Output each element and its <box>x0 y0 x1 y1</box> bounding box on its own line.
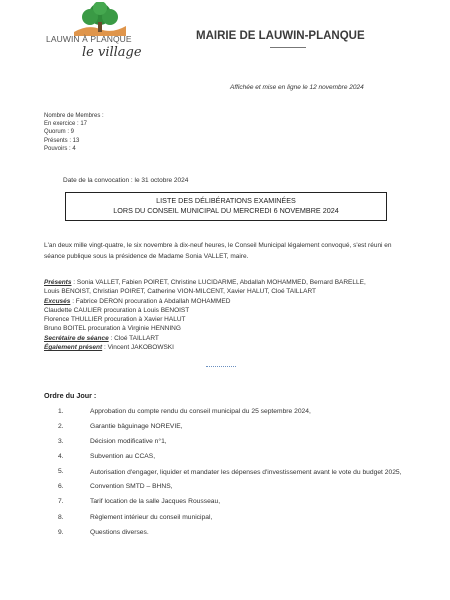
village-logo <box>44 2 154 72</box>
stats-line: Nombre de Membres : <box>44 113 104 119</box>
agenda-number: 8. <box>58 513 64 521</box>
excuses-line <box>44 297 408 306</box>
stats-line: En exercice : 17 <box>44 121 88 128</box>
agenda-text: Règlement intérieur du conseil municipal, <box>90 513 213 521</box>
agenda-item <box>58 467 406 479</box>
agenda-number: 2. <box>58 423 64 431</box>
agenda-item <box>58 497 406 506</box>
agenda-item <box>58 482 406 491</box>
agenda-item <box>58 513 406 522</box>
agenda-list <box>58 407 406 543</box>
agenda-number: 1. <box>58 408 64 415</box>
agenda-text: Tarif location de la salle Jacques Rousseau, <box>90 498 221 506</box>
separator <box>206 366 236 367</box>
agenda-text: Questions diverses. <box>90 528 149 536</box>
agenda-text: Décision modificative n°1, <box>90 438 167 446</box>
title-box-line: LORS DU CONSEIL MUNICIPAL DU MERCREDI 6 NOVEMBRE 2024 <box>113 206 339 215</box>
excuses-names: : Fabrice DERON procuration à Abdallah MOHAMMED <box>70 297 231 305</box>
tree-icon <box>70 2 130 38</box>
excuse-item: Claudette CAULIER procuration à Louis BENOIST <box>44 306 190 314</box>
agenda-item <box>58 437 406 446</box>
presents-label: Présents <box>44 279 72 286</box>
logo-slogan: le village <box>82 45 142 60</box>
secretaire-value: : Cloé TAILLART <box>108 334 159 342</box>
agenda-item <box>58 422 406 431</box>
agenda-text: Convention SMTD – BHNS, <box>90 483 173 491</box>
agenda-item <box>58 528 406 537</box>
presents-line-2: Louis BENOIST, Christian POIRET, Catherine VION-MILCENT, Xavier HALUT, Cloé TAILLART <box>44 288 317 296</box>
agenda-text: Subvention au CCAS, <box>90 453 156 461</box>
agenda-number: 9. <box>58 528 64 536</box>
secretaire-label: Secrétaire de séance <box>44 334 109 342</box>
stats-line: Quorum : 9 <box>44 129 75 136</box>
agenda-number: 3. <box>58 438 64 446</box>
egalement-line <box>44 343 408 352</box>
convocation-date: Date de la convocation : le 31 octobre 2024 <box>63 177 189 184</box>
title-box-line: LISTE DES DÉLIBÉRATIONS EXAMINÉES <box>156 196 296 205</box>
publication-notice: Affichée et mise en ligne le 12 novembre 2024 <box>230 84 364 91</box>
deliberations-title-box <box>65 192 387 221</box>
members-stats <box>44 112 104 153</box>
title-underline <box>270 47 306 48</box>
presents-line <box>44 278 408 287</box>
egalement-label: Également présent <box>44 344 103 352</box>
agenda-number: 4. <box>58 453 64 461</box>
egalement-value: : Vincent JAKOBOWSKI <box>102 344 174 352</box>
stats-line: Présents : 13 <box>44 137 80 144</box>
agenda-title: Ordre du Jour : <box>44 391 97 400</box>
agenda-item <box>58 407 406 416</box>
excuse-item: Bruno BOITEL procuration à Virginie HENNING <box>44 325 181 333</box>
agenda-number: 5. <box>58 468 64 476</box>
excuses-label: Excusés <box>44 297 71 305</box>
excuse-item: Florence THULLIER procuration à Xavier HALUT <box>44 316 186 324</box>
agenda-text: Approbation du compte rendu du conseil municipal du 25 septembre 2024, <box>90 408 311 415</box>
agenda-item <box>58 452 406 461</box>
presents-names: : Sonia VALLET, Fabien POIRET, Christine LUCIDARME, Abdallah MOHAMMED, Bernard BARELLE, <box>71 279 366 286</box>
intro-paragraph: L'an deux mille vingt-quatre, le six novembre à dix-neuf heures, le Conseil Municipal légalement convoqué, s'est réuni en séance publique sous la présidence de Madame Sonia VALLET, maire. <box>44 242 392 260</box>
agenda-text: Autorisation d'engager, liquider et mandater les dépenses d'investissement avant le vote du budget 2025, <box>90 469 402 477</box>
agenda-number: 6. <box>58 483 64 491</box>
page-title: MAIRIE DE LAUWIN-PLANQUE <box>196 30 365 42</box>
stats-line: Pouvoirs : 4 <box>44 145 76 152</box>
attendance-block <box>44 278 408 352</box>
logo-name: LAUWIN À PLANQUE <box>46 34 132 44</box>
secretaire-line <box>44 334 408 343</box>
agenda-number: 7. <box>58 498 64 506</box>
agenda-text: Garantie bâguinage NOREVIE, <box>90 423 183 431</box>
